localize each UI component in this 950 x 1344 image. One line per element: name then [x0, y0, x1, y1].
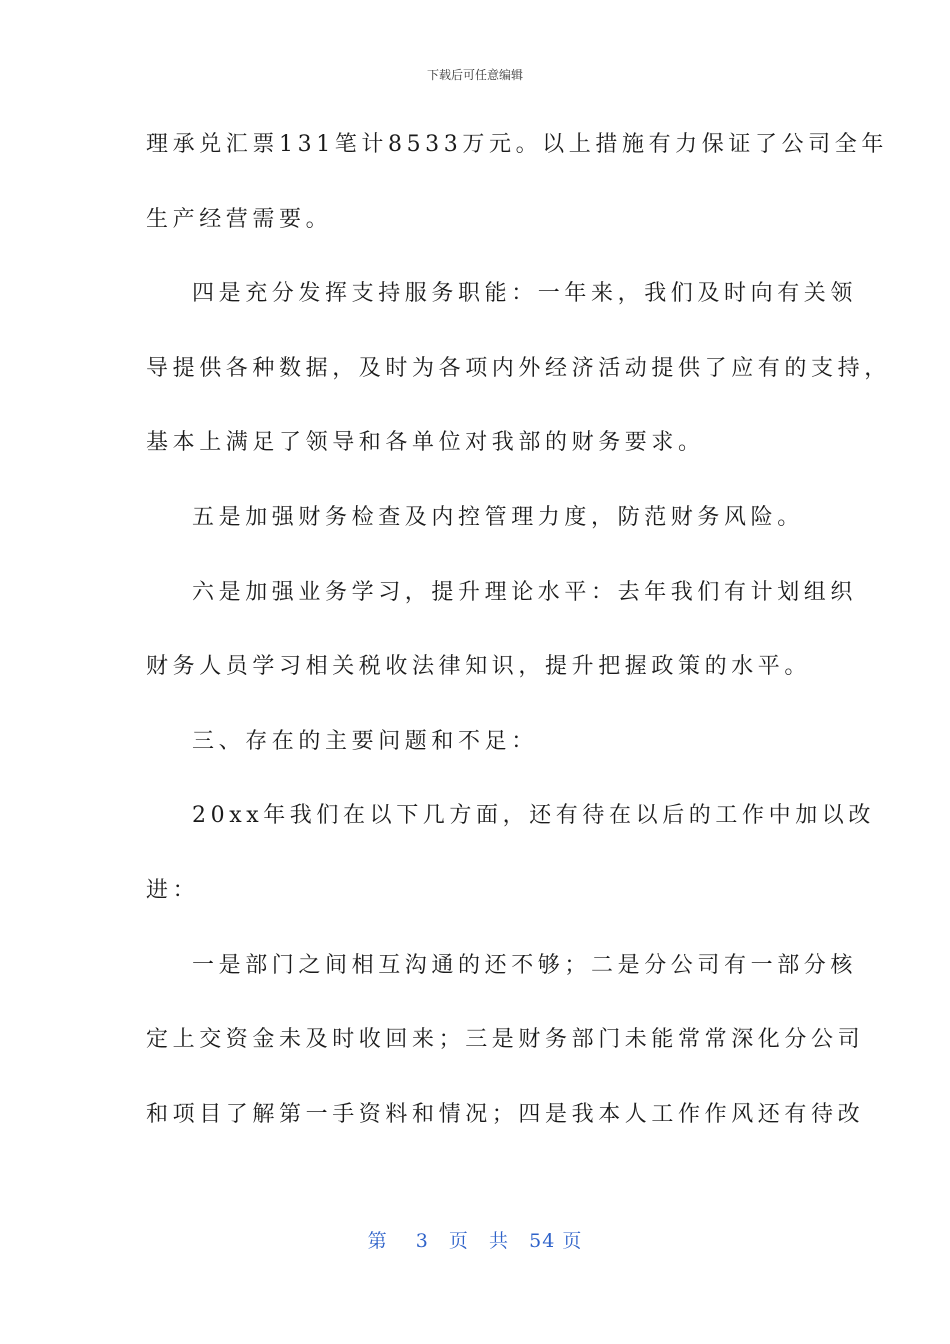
page-prefix: 第: [367, 1230, 388, 1252]
section-heading: 三、存在的主要问题和不足：: [192, 728, 538, 754]
paragraph-line: 一是部门之间相互沟通的还不够；二是分公司有一部分核: [192, 952, 858, 978]
page-header: 下载后可任意编辑: [426, 68, 523, 82]
paragraph-line: 和项目了解第一手资料和情况；四是我本人工作作风还有待改: [146, 1101, 865, 1127]
page-footer: [0, 1226, 950, 1253]
page-number: 3: [415, 1230, 429, 1252]
paragraph-line: 五是加强财务检查及内控管理力度，防范财务风险。: [192, 504, 804, 530]
paragraph-line: 四是充分发挥支持服务职能：一年来，我们及时向有关领: [192, 281, 858, 307]
paragraph-line: 定上交资金未及时收回来；三是财务部门未能常常深化分公司: [146, 1027, 865, 1053]
total-prefix: 共: [489, 1230, 510, 1252]
paragraph-line: 导提供各种数据，及时为各项内外经济活动提供了应有的支持，: [146, 355, 891, 381]
page-label: 页: [448, 1230, 469, 1252]
total-label: 页: [562, 1230, 583, 1252]
document-body: [146, 122, 891, 1166]
paragraph-line: 进：: [146, 877, 200, 903]
paragraph-line: 基本上满足了领导和各单位对我部的财务要求。: [146, 430, 705, 456]
paragraph-line: 理承兑汇票131笔计8533万元。以上措施有力保证了公司全年: [146, 132, 888, 157]
paragraph-line: 六是加强业务学习，提升理论水平：去年我们有计划组织: [192, 579, 858, 605]
paragraph-line: 财务人员学习相关税收法律知识，提升把握政策的水平。: [146, 654, 812, 680]
paragraph-line: 20xx年我们在以下几方面，还有待在以后的工作中加以改: [192, 803, 876, 829]
total-pages: 54: [529, 1230, 556, 1252]
paragraph-line: 生产经营需要。: [146, 206, 333, 232]
